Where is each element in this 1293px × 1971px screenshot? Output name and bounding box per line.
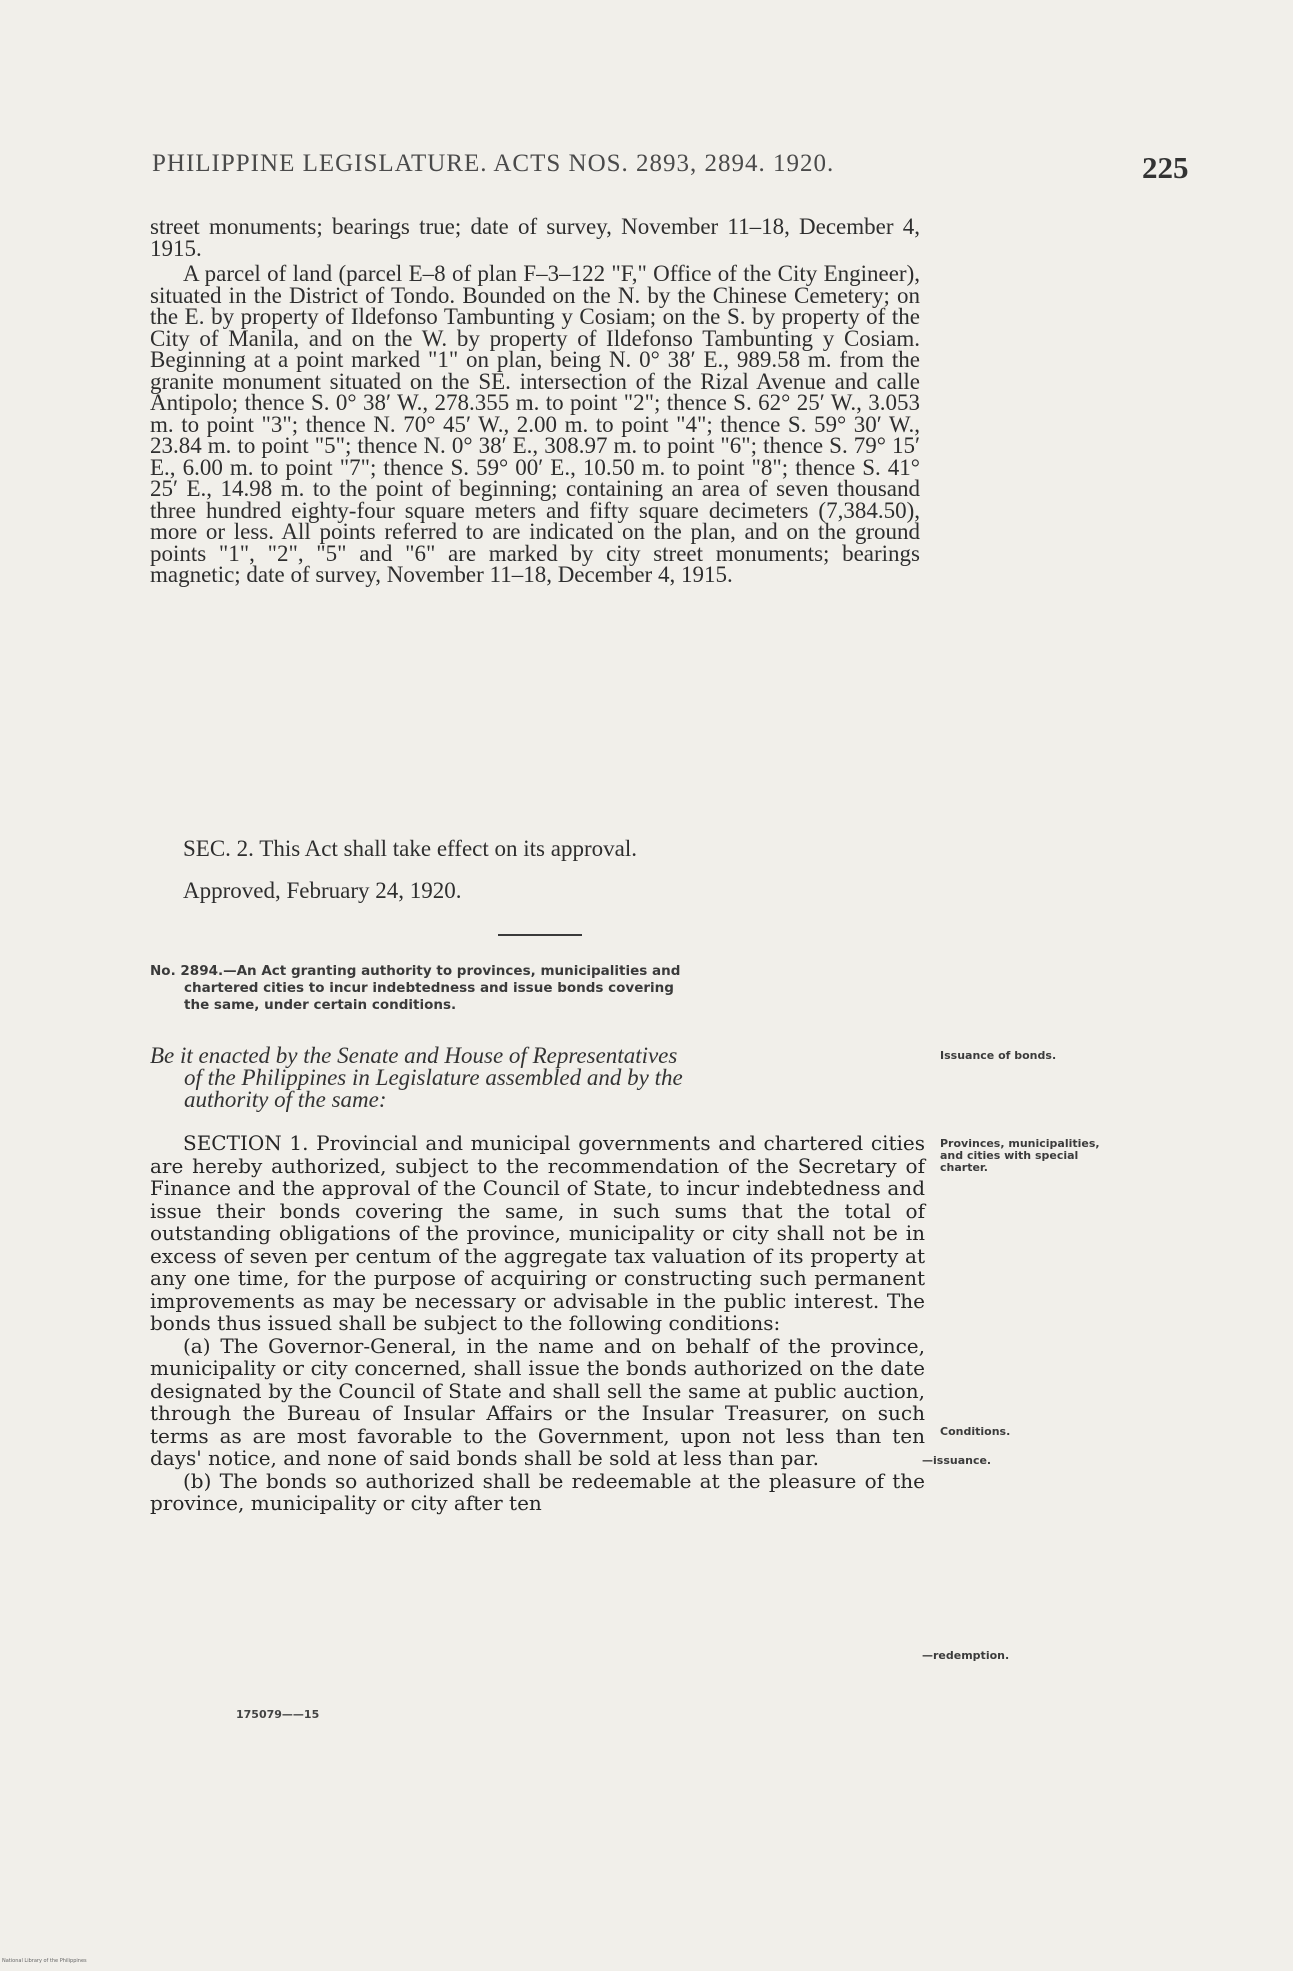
section-2-text: SEC. 2. This Act shall take effect on its approval. bbox=[183, 836, 637, 861]
act-title-line-2: chartered cities to incur indebtedness and issue bonds covering bbox=[184, 980, 674, 996]
page-number: 225 bbox=[1142, 150, 1189, 185]
margin-note-conditions: Conditions. bbox=[940, 1425, 1011, 1438]
library-credit: National Library of the Philippines bbox=[2, 1958, 87, 1964]
enacting-clause bbox=[150, 1045, 920, 1111]
enacting-line-2: of the Philippines in Legislature assembled and by the bbox=[184, 1065, 683, 1090]
margin-note-provinces: Provinces, municipalities, and cities with special charter. bbox=[940, 1137, 1100, 1174]
act-title-line-3: the same, under certain conditions. bbox=[184, 997, 457, 1013]
margin-note-issuance-of-bonds: Issuance of bonds. bbox=[940, 1049, 1057, 1062]
margin-note-issuance: —issuance. bbox=[922, 1454, 992, 1467]
running-head: PHILIPPINE LEGISLATURE. ACTS NOS. 2893, 2894. 1920. bbox=[152, 150, 835, 177]
act-title bbox=[150, 963, 920, 1014]
enacting-line-1: Be it enacted by the Senate and House of Representatives bbox=[150, 1043, 678, 1068]
approval-date: Approved, February 24, 1920. bbox=[183, 878, 462, 903]
section-1-text: SECTION 1. Provincial and municipal governments and chartered cities are hereby authorized, subject to the recommendation of the Secretary of Finance and the approval of the Council of State, to incur indebtedness and issue their bonds covering the same, in such sums that the total of outstanding obligations of the province, municipality or city shall not be in excess of seven per centum of the aggregate tax valuation of its property at any one time, for the purpose of acquiring or constructing such permanent improvements as may be necessary or advisable in the public interest. The bonds thus issued shall be subject to the following conditions: bbox=[150, 1131, 925, 1335]
enacting-line-3: authority of the same: bbox=[184, 1087, 387, 1112]
section-1-block bbox=[150, 1132, 925, 1515]
clause-a-text: (a) The Governor-General, in the name and on behalf of the province, municipality or city concerned, shall issue the bonds authorized on the date designated by the Council of State and shall sell the same at public auction, through the Bureau of Insular Affairs or the Insular Treasurer, on such terms as are most favorable to the Government, upon not less than ten days' notice, and none of said bonds shall be sold at less than par. bbox=[150, 1333, 925, 1470]
paragraph-survey-end: street monuments; bearings true; date of survey, November 11–18, December 4, 1915. bbox=[150, 214, 920, 261]
print-code: 175079——15 bbox=[236, 1708, 320, 1721]
act-title-line-1: No. 2894.—An Act granting authority to provinces, municipalities and bbox=[150, 963, 681, 979]
paragraph-parcel-description: A parcel of land (parcel E–8 of plan F–3–122 "F," Office of the City Engineer), situated in the District of Tondo. Bounded on the N. by the Chinese Cemetery; on the E. by property of Ildefonso Tambunting y Cosiam; on the S. by property of the City of Manila, and on the W. by property of Ildefonso Tambunting y Cosiam. Beginning at a point marked "1" on plan, being N. 0° 38′ E., 989.58 m. from the granite monument situated on the SE. intersection of the Rizal Avenue and calle Antipolo; thence S. 0° 38′ W., 278.355 m. to point "2"; thence S. 62° 25′ W., 3.053 m. to point "3"; thence N. 70° 45′ W., 2.00 m. to point "4"; thence S. 59° 30′ W., 23.84 m. to point "5"; thence N. 0° 38′ E., 308.97 m. to point "6"; thence S. 79° 15′ E., 6.00 m. to point "7"; thence S. 59° 00′ E., 10.50 m. to point "8"; thence S. 41° 25′ E., 14.98 m. to the point of beginning; containing an area of seven thousand three hundred eighty-four square meters and fifty square decimeters (7,384.50), more or less. All points referred to are indicated on the plan, and on the ground points "1", "2", "5" and "6" are marked by city street monuments; bearings magnetic; date of survey, November 11–18, December 4, 1915. bbox=[150, 261, 920, 587]
margin-note-redemption: —redemption. bbox=[922, 1649, 1010, 1662]
clause-b-text: (b) The bonds so authorized shall be redeemable at the pleasure of the province, municipality or city after ten bbox=[150, 1468, 925, 1515]
section-divider bbox=[498, 934, 582, 936]
